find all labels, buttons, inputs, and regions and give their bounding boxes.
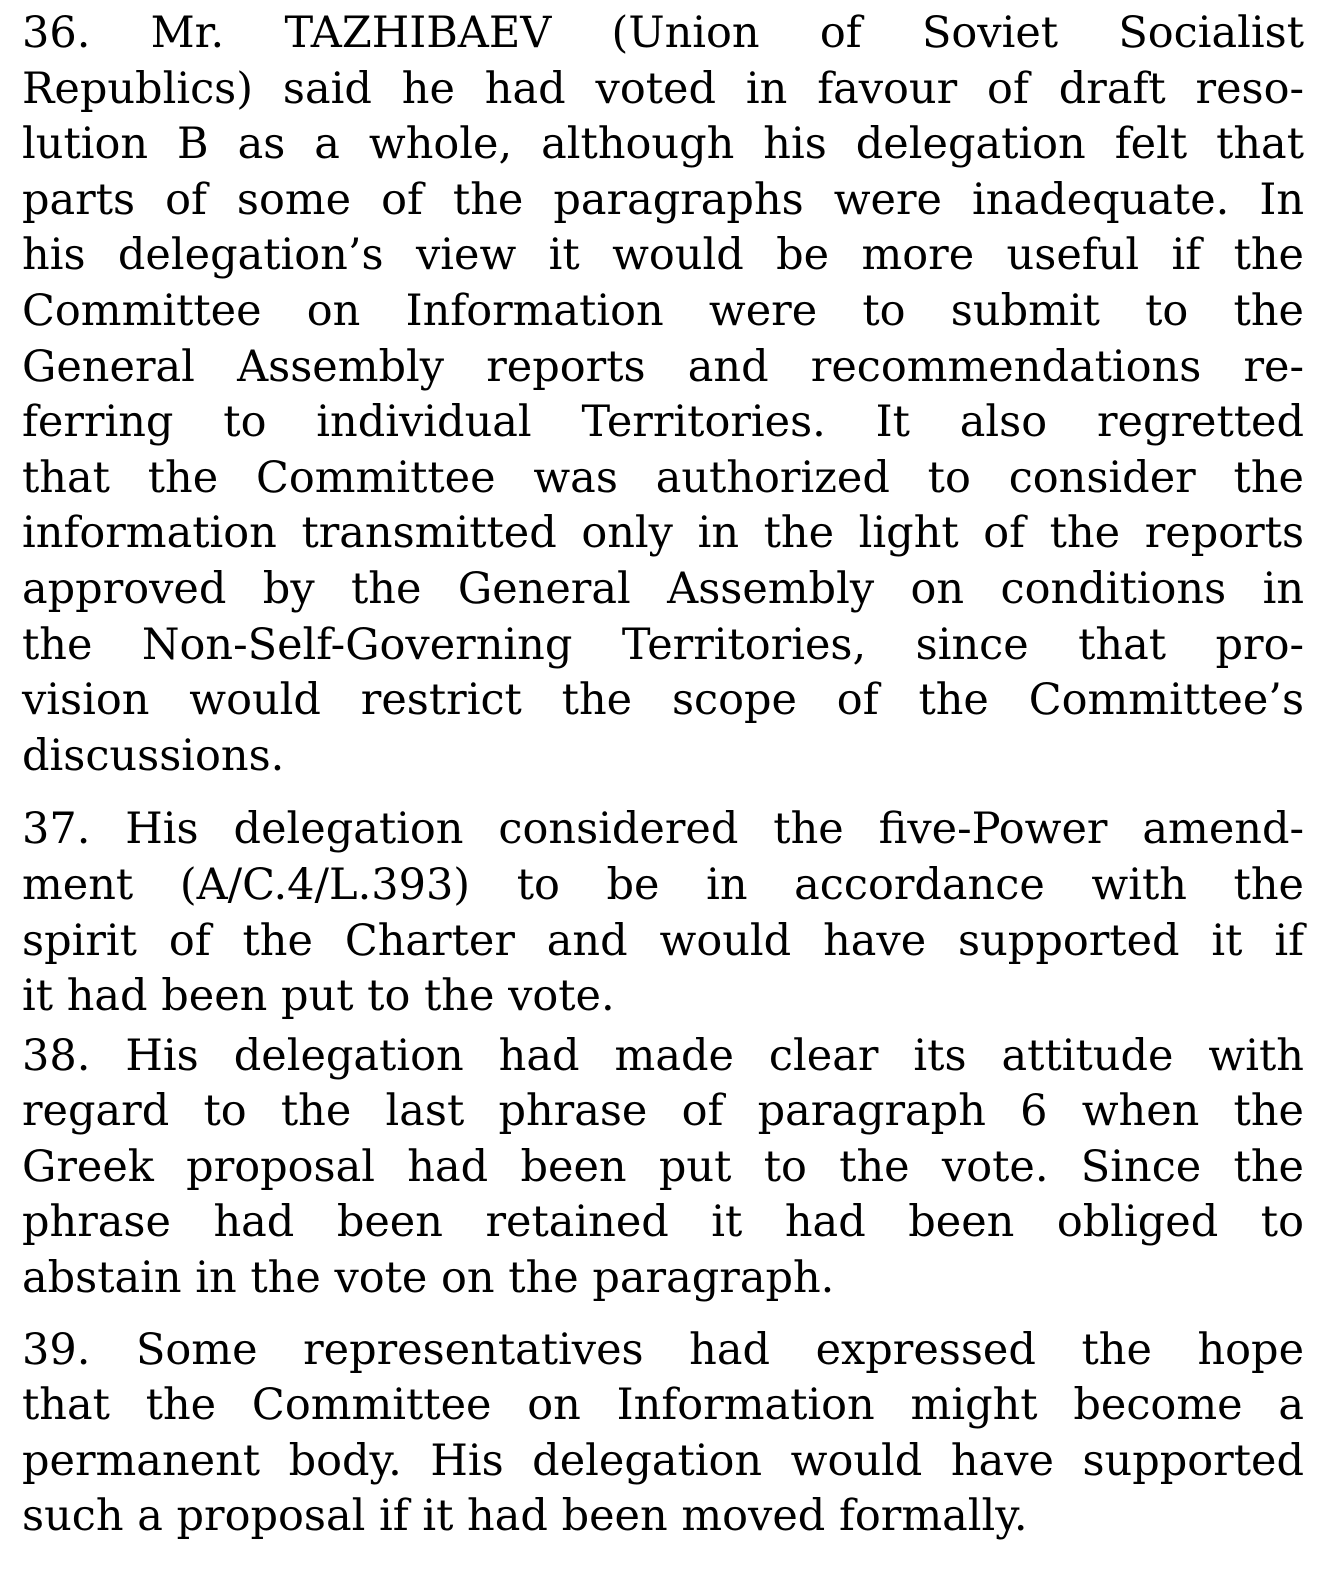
text-line: his delegation’s view it would be more useful if the bbox=[22, 230, 1304, 281]
text-line: 39. Some representatives had expressed the hope bbox=[22, 1324, 1305, 1375]
text-line: Republics) said he had voted in favour of draft reso- bbox=[22, 63, 1305, 114]
text-line: Committee on Information were to submit to the bbox=[22, 285, 1304, 336]
text-line: vision would restrict the scope of the Committee’s bbox=[22, 675, 1305, 726]
text-line: it had been put to the vote. bbox=[22, 971, 615, 1022]
text-line: permanent body. His delegation would have supported bbox=[22, 1435, 1304, 1486]
document-page bbox=[22, 0, 1304, 1545]
text-line: spirit of the Charter and would have supported it if bbox=[22, 915, 1305, 966]
text-line: phrase had been retained it had been obliged to bbox=[22, 1197, 1304, 1248]
paragraph-39 bbox=[22, 1307, 1304, 1545]
text-line: the Non-Self-Governing Territories, since that pro- bbox=[22, 619, 1305, 670]
paragraph-36 bbox=[22, 0, 1304, 784]
text-line: 38. His delegation had made clear its attitude with bbox=[22, 1030, 1304, 1081]
text-line: information transmitted only in the light of the reports bbox=[22, 508, 1305, 559]
text-line: regard to the last phrase of paragraph 6 when the bbox=[22, 1086, 1304, 1137]
text-line: discussions. bbox=[22, 730, 285, 781]
text-line: parts of some of the paragraphs were inadequate. In bbox=[22, 174, 1305, 225]
text-line: such a proposal if it had been moved formally. bbox=[22, 1491, 1028, 1542]
text-line: ment (A/C.4/L.393) to be in accordance with the bbox=[22, 859, 1304, 910]
text-line: that the Committee on Information might become a bbox=[22, 1380, 1304, 1431]
text-line: 36. Mr. TAZHIBAEV (Union of Soviet Socialist bbox=[22, 8, 1304, 58]
text-line: 37. His delegation considered the five-Power amend- bbox=[22, 804, 1305, 855]
text-line: Greek proposal had been put to the vote. Since the bbox=[22, 1141, 1304, 1192]
paragraph-38 bbox=[22, 1025, 1304, 1307]
text-line: approved by the General Assembly on conditions in bbox=[22, 563, 1305, 614]
text-line: abstain in the vote on the paragraph. bbox=[22, 1253, 835, 1304]
text-line: ferring to individual Territories. It also regretted bbox=[22, 397, 1305, 448]
text-line: General Assembly reports and recommendations re- bbox=[22, 341, 1305, 392]
text-line: lution B as a whole, although his delegation felt that bbox=[22, 119, 1304, 170]
paragraph-37 bbox=[22, 784, 1304, 1024]
text-line: that the Committee was authorized to consider the bbox=[22, 452, 1304, 503]
